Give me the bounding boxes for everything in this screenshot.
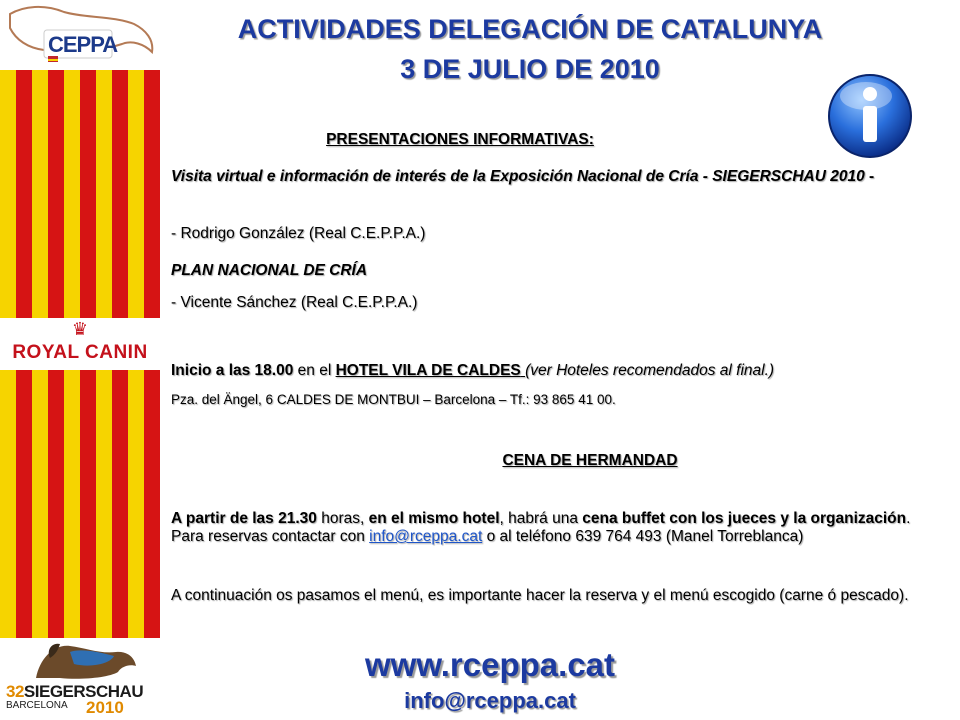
start-info: Inicio a las 18.00 en el HOTEL VILA DE CALDES (ver Hoteles recomendados al final.)	[171, 362, 775, 379]
dinner-paragraph: A partir de las 21.30 horas, en el mismo hotel, habrá una cena buffet con los jueces y la organización. Para reservas contactar con info@rceppa.cat o al teléfono 639 764 493 (Manel Torreblanca)	[171, 510, 911, 545]
siegerschau-year: 2010	[86, 698, 124, 717]
plan-heading: PLAN NACIONAL DE CRÍA	[171, 262, 368, 279]
speaker-vicente: - Vicente Sánchez (Real C.E.P.P.A.)	[171, 294, 418, 311]
siegerschau-logo	[0, 638, 160, 720]
siegerschau-city: BARCELONA	[6, 700, 68, 711]
royal-canin-text: ROYAL CANIN	[12, 342, 148, 363]
ceppa-logo	[4, 4, 158, 68]
page-date: 3 DE JULIO DE 2010	[400, 54, 660, 84]
contact-email-link[interactable]: info@rceppa.cat	[369, 528, 483, 545]
catalan-flag-bottom	[0, 370, 160, 638]
catalan-flag-top	[0, 70, 160, 318]
presentation-visit: Visita virtual e información de interés de la Exposición Nacional de Cría - SIEGERSCHAU 2010 -	[171, 168, 875, 185]
page-title: ACTIVIDADES DELEGACIÓN DE CATALUNYA	[237, 14, 823, 44]
speaker-rodrigo: - Rodrigo González (Real C.E.P.P.A.)	[171, 225, 426, 242]
crown-icon: ♛	[71, 319, 89, 339]
left-sidebar	[0, 0, 160, 720]
footer-website[interactable]: www.rceppa.cat	[364, 646, 616, 683]
dinner-heading: CENA DE HERMANDAD	[502, 452, 678, 469]
footer-email[interactable]: info@rceppa.cat	[404, 688, 576, 713]
royal-canin-logo	[0, 318, 160, 370]
info-icon	[826, 72, 914, 160]
presentations-heading: PRESENTACIONES INFORMATIVAS:	[326, 131, 594, 148]
shepherd-dog-icon	[30, 638, 140, 684]
hotel-address: Pza. del Ängel, 6 CALDES DE MONTBUI – Barcelona – Tf.: 93 865 41 00.	[171, 392, 616, 407]
siegerschau-title: 32SIEGERSCHAU	[6, 682, 144, 701]
ceppa-logo-text: CEPPA	[48, 32, 118, 57]
menu-note: A continuación os pasamos el menú, es importante hacer la reserva y el menú escogido (carne ó pescado).	[171, 587, 909, 604]
